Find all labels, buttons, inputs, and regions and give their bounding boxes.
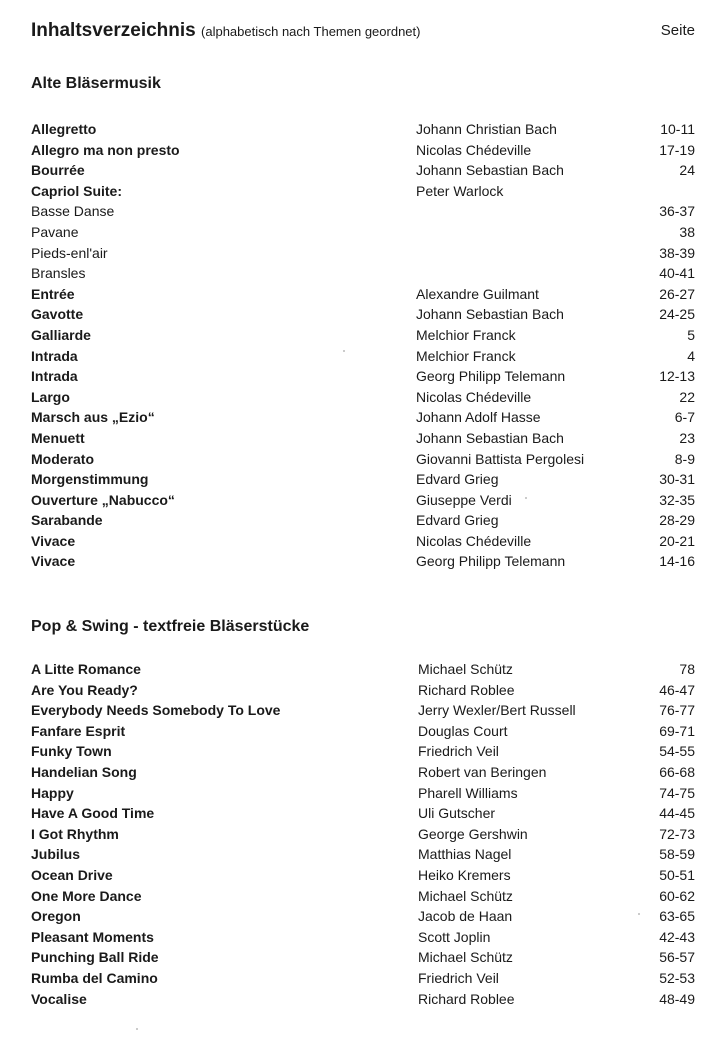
entry-composer: Uli Gutscher [418, 805, 496, 822]
toc-entry [31, 824, 695, 845]
entry-pages: 46-47 [659, 681, 695, 698]
entry-pages: 74-75 [659, 784, 695, 801]
entry-title: Sarabande [31, 512, 103, 529]
entry-composer: Robert van Beringen [418, 763, 547, 780]
entry-title: Marsch aus „Ezio“ [31, 409, 155, 426]
title-text: Inhaltsverzeichnis [31, 20, 196, 41]
entry-pages: 10-11 [660, 121, 695, 137]
toc-entry [31, 700, 695, 721]
entry-composer: George Gershwin [418, 825, 528, 842]
toc-entry [31, 490, 695, 511]
entry-title: Pieds-enl'air [31, 244, 108, 261]
entry-title: Capriol Suite: [31, 182, 123, 199]
scan-speck [638, 913, 640, 915]
toc-entry [31, 243, 695, 264]
entry-pages: 52-53 [659, 969, 695, 986]
entry-title: Ouverture „Nabucco“ [31, 491, 175, 508]
entry-pages: 32-35 [659, 491, 695, 508]
entry-pages: 40-41 [659, 265, 695, 282]
entry-pages: 6-7 [674, 409, 695, 426]
entry-title: Ocean Drive [31, 866, 113, 883]
entry-pages: 63-65 [659, 908, 695, 925]
entry-pages: 42-43 [659, 928, 695, 945]
entry-composer: Nicolas Chédeville [416, 141, 532, 158]
entry-title: Basse Danse [31, 203, 115, 220]
entry-title: Allegretto [31, 121, 97, 137]
entry-pages: 12-13 [659, 368, 695, 385]
entry-composer: Alexandre Guilmant [416, 285, 539, 302]
toc-entry [31, 659, 695, 680]
toc-entry [31, 510, 695, 531]
entry-composer: Richard Roblee [418, 990, 515, 1007]
entry-pages: 30-31 [659, 471, 695, 488]
section-heading-pop-swing: Pop & Swing - textfreie Bläserstücke [31, 618, 310, 635]
title-subtitle: (alphabetisch nach Themen geordnet) [201, 24, 421, 39]
entry-title: Handelian Song [31, 763, 137, 780]
entry-title: Galliarde [31, 326, 91, 343]
toc-entry [31, 989, 695, 1010]
entry-title: Vocalise [31, 990, 87, 1007]
toc-entry [31, 721, 695, 742]
entry-pages: 24-25 [659, 306, 695, 323]
toc-entry [31, 968, 695, 989]
toc-entry [31, 140, 695, 161]
entry-title: Moderato [31, 450, 94, 467]
entry-composer: Michael Schütz [418, 949, 513, 966]
section-heading-alte-blaesermusik: Alte Bläsermusik [31, 75, 161, 92]
entry-composer: Michael Schütz [418, 661, 513, 677]
entry-title: Allegro ma non presto [31, 141, 180, 158]
entry-composer: Scott Joplin [418, 928, 491, 945]
entry-title: Intrada [31, 368, 78, 385]
entry-composer: Jacob de Haan [418, 908, 513, 925]
toc-entry [31, 531, 695, 552]
entry-title: Menuett [31, 429, 85, 446]
entry-composer: Douglas Court [418, 722, 508, 739]
toc-entry [31, 741, 695, 762]
toc-entry [31, 346, 695, 367]
entry-title: Vivace [31, 553, 76, 570]
entry-title: A Litte Romance [31, 661, 141, 677]
toc-entry [31, 680, 695, 701]
entry-title: Have A Good Time [31, 805, 155, 822]
entry-pages: 20-21 [659, 532, 695, 549]
entry-pages: 72-73 [659, 825, 695, 842]
toc-entry [31, 927, 695, 948]
entry-composer: Peter Warlock [416, 182, 504, 199]
entry-title: Pleasant Moments [31, 928, 154, 945]
entry-composer: Georg Philipp Telemann [416, 368, 566, 385]
entry-composer: Giovanni Battista Pergolesi [416, 450, 585, 467]
entry-composer: Giuseppe Verdi [416, 491, 512, 508]
entry-composer: Johann Adolf Hasse [416, 409, 541, 426]
entry-title: Bransles [31, 265, 86, 282]
entry-pages: 78 [679, 661, 695, 677]
scan-speck [343, 350, 345, 352]
entry-pages: 66-68 [659, 763, 695, 780]
toc-entry [31, 865, 695, 886]
toc-entry [31, 325, 695, 346]
toc-entry [31, 906, 695, 927]
entry-pages: 23 [679, 429, 695, 446]
entry-title: Gavotte [31, 306, 84, 323]
entry-pages: 50-51 [659, 866, 695, 883]
toc-entry [31, 407, 695, 428]
entry-title: One More Dance [31, 887, 142, 904]
entry-pages: 24 [679, 162, 695, 179]
title-row [31, 20, 695, 50]
entry-composer: Edvard Grieg [416, 471, 499, 488]
entry-pages: 22 [679, 388, 695, 405]
entry-title: Vivace [31, 532, 76, 549]
entry-composer: Michael Schütz [418, 887, 513, 904]
toc-entry [31, 222, 695, 243]
page-title [31, 20, 420, 42]
entry-composer: Pharell Williams [418, 784, 518, 801]
entry-title: Bourrée [31, 162, 85, 179]
entry-title: Funky Town [31, 743, 112, 760]
page-column-header: Seite [660, 22, 695, 39]
entry-composer: Melchior Franck [416, 326, 516, 343]
entry-title: Fanfare Esprit [31, 722, 126, 739]
entry-composer: Heiko Kremers [418, 866, 511, 883]
section-pop-swing-list [31, 659, 695, 1009]
entry-title: Morgenstimmung [31, 471, 149, 488]
entry-pages: 28-29 [659, 512, 695, 529]
entry-composer: Richard Roblee [418, 681, 515, 698]
section-alte-blaesermusik-list [31, 119, 695, 572]
toc-entry [31, 160, 695, 181]
entry-composer: Georg Philipp Telemann [416, 553, 566, 570]
entry-pages: 38-39 [659, 244, 695, 261]
entry-composer: Johann Christian Bach [416, 121, 557, 137]
scan-speck [525, 497, 527, 499]
entry-composer: Jerry Wexler/Bert Russell [418, 702, 576, 719]
entry-title: Jubilus [31, 846, 81, 863]
entry-title: Everybody Needs Somebody To Love [31, 702, 281, 719]
entry-composer: Johann Sebastian Bach [416, 306, 564, 323]
entry-composer: Nicolas Chédeville [416, 532, 532, 549]
entry-pages: 26-27 [659, 285, 695, 302]
entry-pages: 76-77 [659, 702, 695, 719]
toc-entry [31, 762, 695, 783]
toc-entry [31, 886, 695, 907]
entry-title: Pavane [31, 223, 79, 240]
entry-composer: Johann Sebastian Bach [416, 429, 564, 446]
entry-composer: Johann Sebastian Bach [416, 162, 564, 179]
toc-entry [31, 947, 695, 968]
entry-pages: 8-9 [674, 450, 695, 467]
entry-composer: Nicolas Chédeville [416, 388, 532, 405]
toc-entry [31, 201, 695, 222]
entry-pages: 69-71 [659, 722, 695, 739]
entry-pages: 17-19 [659, 141, 695, 158]
entry-title: Punching Ball Ride [31, 949, 159, 966]
entry-title: Intrada [31, 347, 78, 364]
entry-title: Rumba del Camino [31, 969, 158, 986]
entry-pages: 60-62 [659, 887, 695, 904]
toc-entry [31, 119, 695, 140]
entry-pages: 48-49 [659, 990, 695, 1007]
toc-entry [31, 387, 695, 408]
toc-entry [31, 469, 695, 490]
toc-entry [31, 803, 695, 824]
entry-composer: Matthias Nagel [418, 846, 512, 863]
entry-title: Are You Ready? [31, 681, 138, 698]
entry-pages: 58-59 [659, 846, 695, 863]
toc-entry [31, 263, 695, 284]
entry-title: Oregon [31, 908, 81, 925]
toc-entry [31, 304, 695, 325]
entry-pages: 5 [687, 326, 695, 343]
entry-title: Entrée [31, 285, 75, 302]
entry-pages: 38 [679, 223, 695, 240]
toc-entry [31, 551, 695, 572]
toc-entry [31, 366, 695, 387]
toc-entry [31, 284, 695, 305]
entry-pages: 56-57 [659, 949, 695, 966]
entry-pages: 54-55 [659, 743, 695, 760]
entry-pages: 4 [687, 347, 695, 364]
entry-composer: Edvard Grieg [416, 512, 499, 529]
toc-entry [31, 181, 695, 202]
entry-pages: 36-37 [659, 203, 695, 220]
scan-speck [136, 1028, 138, 1030]
entry-title: I Got Rhythm [31, 825, 119, 842]
toc-entry [31, 844, 695, 865]
entry-composer: Friedrich Veil [418, 743, 499, 760]
entry-composer: Friedrich Veil [418, 969, 499, 986]
entry-pages: 14-16 [659, 553, 695, 570]
entry-title: Happy [31, 784, 74, 801]
toc-entry [31, 428, 695, 449]
toc-entry [31, 783, 695, 804]
entry-title: Largo [31, 388, 70, 405]
entry-pages: 44-45 [659, 805, 695, 822]
toc-entry [31, 449, 695, 470]
entry-composer: Melchior Franck [416, 347, 516, 364]
